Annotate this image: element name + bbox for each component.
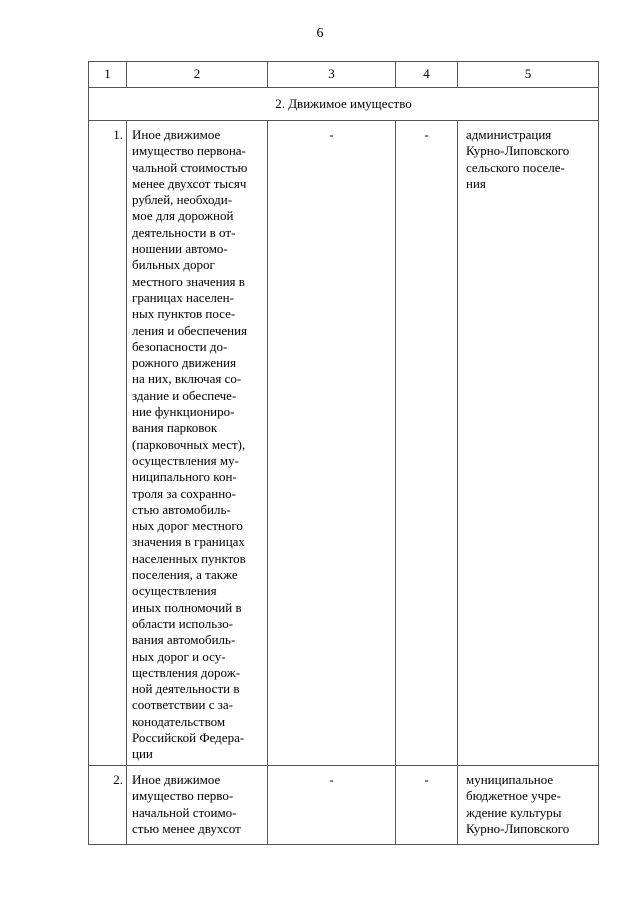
text-line: Иное движимое xyxy=(132,127,221,142)
header-col-4: 4 xyxy=(396,62,458,88)
text-line: вания автомобиль- xyxy=(132,632,236,648)
text-line: рублей, необходи- xyxy=(132,192,233,208)
text-line: Курно-Липовского xyxy=(466,820,570,836)
text-line: здание и обеспече- xyxy=(132,387,237,403)
text-line: имущество перво- xyxy=(132,788,234,804)
text-line: стью менее двухсот xyxy=(132,820,241,836)
text-line: области использо- xyxy=(132,615,234,631)
text-line: ние функциониро- xyxy=(132,404,235,420)
text-line: троля за сохранно- xyxy=(132,485,236,501)
text-line: местного значения в xyxy=(132,273,245,289)
text-line: деятельности в от- xyxy=(132,224,236,240)
text-line: соответствии с за- xyxy=(132,697,233,713)
text-line: Курно-Липовского xyxy=(466,143,570,159)
text-line: (парковочных мест), xyxy=(132,436,246,452)
text-line: муниципальное xyxy=(466,772,554,787)
text-line: бильных дорог xyxy=(132,257,215,273)
table-row xyxy=(89,766,599,845)
text-line: населенных пунктов xyxy=(132,550,246,566)
header-col-3: 3 xyxy=(268,62,396,88)
page-number: 6 xyxy=(316,26,324,41)
text-line: имущество первона- xyxy=(132,143,246,159)
text-line: ществления дорож- xyxy=(132,664,241,680)
text-line: Российской Федера- xyxy=(132,729,245,745)
text-line: ждение культуры xyxy=(466,804,562,820)
text-line: значения в границах xyxy=(132,534,245,550)
row-property-name xyxy=(127,121,268,766)
text-line: администрация xyxy=(466,127,552,142)
text-line: ношении автомо- xyxy=(132,241,228,257)
text-line: начальной стоимо- xyxy=(132,804,237,820)
text-line: осуществления xyxy=(132,583,217,599)
text-line: чальной стоимостью xyxy=(132,159,248,175)
row-holder xyxy=(458,121,599,766)
text-line: ниципального кон- xyxy=(132,469,237,485)
text-line: вания парковок xyxy=(132,420,218,436)
text-line: Иное движимое xyxy=(132,772,221,787)
text-line: ния xyxy=(466,175,486,191)
table-header-row xyxy=(89,62,599,88)
text-line: иных полномочий в xyxy=(132,599,242,615)
row-holder xyxy=(458,766,599,845)
text-line: менее двухсот тысяч xyxy=(132,175,247,191)
text-line: бюджетное учре- xyxy=(466,788,561,804)
row-number: 2. xyxy=(89,766,127,845)
row-col-4: - xyxy=(396,766,458,845)
text-line: ной деятельности в xyxy=(132,681,240,697)
section-title: 2. Движимое имущество xyxy=(89,88,599,121)
text-line: ления и обеспечения xyxy=(132,322,248,338)
text-line: поселения, а также xyxy=(132,567,238,583)
text-line: стью автомобиль- xyxy=(132,501,231,517)
row-property-name xyxy=(127,766,268,845)
text-line: границах населен- xyxy=(132,289,234,305)
row-col-3: - xyxy=(268,121,396,766)
header-col-1: 1 xyxy=(89,62,127,88)
property-table xyxy=(88,61,599,845)
text-line: ных дорог местного xyxy=(132,518,243,534)
text-line: ных дорог и осу- xyxy=(132,648,226,664)
row-number: 1. xyxy=(89,121,127,766)
text-line: на них, включая со- xyxy=(132,371,242,387)
text-line: ции xyxy=(132,746,153,762)
row-col-3: - xyxy=(268,766,396,845)
text-line: мое для дорожной xyxy=(132,208,234,224)
header-col-2: 2 xyxy=(127,62,268,88)
text-line: ных пунктов посе- xyxy=(132,306,236,322)
header-col-5: 5 xyxy=(458,62,599,88)
text-line: рожного движения xyxy=(132,355,237,371)
row-col-4: - xyxy=(396,121,458,766)
text-line: безопасности до- xyxy=(132,338,228,354)
text-line: осуществления му- xyxy=(132,452,239,468)
table-row xyxy=(89,121,599,766)
text-line: сельского поселе- xyxy=(466,159,565,175)
section-row xyxy=(89,88,599,121)
text-line: конодательством xyxy=(132,713,226,729)
